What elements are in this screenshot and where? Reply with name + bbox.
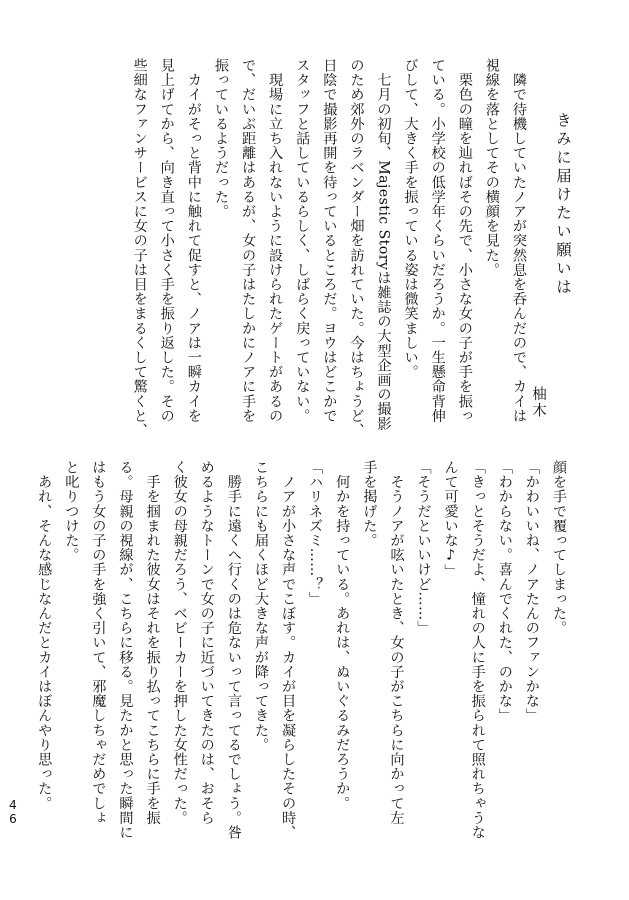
body-line: スタッフと話しているらしく、しばらく戻っていない。: [294, 58, 311, 423]
body-line: 見上げてから、向き直って小さく手を振り返した。その: [158, 58, 175, 423]
body-line: 隣で待機していたノアが突然息を呑んだので、カイは: [511, 58, 527, 423]
body-line: 「わからない。喜んでくれた、のかな」: [496, 460, 513, 723]
body-line: こちらにも届くほど大きな声が降ってきた。: [252, 460, 269, 752]
body-line: で、だいぶ距離はあるが、女の子はたしかにノアに手を: [240, 58, 257, 423]
body-line: 勝手に遠くへ行くのは危ないって言ってるでしょう。咎: [225, 460, 242, 840]
body-line: 「そうだといいけど……」: [415, 460, 432, 636]
body-line: 「かわいいね、ノアたんのファンかな」: [523, 460, 540, 723]
body-line: ノアが小さな声でこぼす。カイが目を凝らしたその時、: [280, 460, 297, 840]
body-line: 何かを持っている。あれは、ぬいぐるみだろうか。: [334, 460, 351, 811]
body-line: と叱りつけた。: [63, 460, 80, 563]
body-line: く彼女の母親だろう、ベビーカーを押した女性だった。: [171, 460, 188, 825]
page-number-digits: 46: [6, 798, 20, 826]
author-name: 柚木: [530, 386, 546, 419]
story-title: きみに届けたい願いは: [554, 112, 572, 297]
body-line: 「きっとそうだよ、憧れの人に手を振られて照れちゃうな: [469, 460, 486, 840]
body-line: あれ、そんな感じなんだとカイはぼんやり思った。: [36, 460, 53, 811]
body-line: 栗色の瞳を辿ればその先で、小さな女の子が手を振っ: [456, 58, 473, 423]
body-line: はもう女の子の手を強く引いて、邪魔しちゃだめでしょ: [90, 460, 107, 825]
body-line: びして、大きく手を振っている姿は微笑ましい。: [402, 58, 419, 380]
body-line: 些細なファンサービスに女の子は目をまるくして驚くと、: [131, 58, 148, 438]
page-number: [6, 798, 20, 826]
body-text-lower-block: [36, 460, 572, 840]
body-line: ている。小学校の低学年くらいだろうか。一生懸命背伸: [429, 58, 446, 423]
body-line: 現場に立ち入れないように設けられたゲートがあるの: [267, 58, 284, 423]
body-line: のため郊外のラベンダー畑を訪れていた。今はちょうど、: [348, 58, 365, 438]
body-line: 振っているようだった。: [212, 58, 229, 219]
body-line: る。母親の視線が、こちらに移る。見たかと思った瞬間に: [117, 460, 134, 840]
body-line: 「ハリネズミ……？」: [307, 460, 324, 606]
body-line: 日陰で撮影再開を待っているところだ。ヨウはどこかで: [321, 58, 338, 423]
body-line: 手を掴まれた彼女はそれを振り払ってこちらに手を振: [144, 460, 161, 825]
body-line: 七月の初旬、Majestic Storyは雑誌の大型企画の撮影: [375, 58, 392, 431]
body-line: 手を掲げた。: [361, 460, 378, 548]
body-line: 顔を手で覆ってしまった。: [551, 460, 567, 636]
body-line: そうノアが呟いたとき、女の子がこちらに向かって左: [388, 460, 405, 825]
body-text-upper-block: [96, 58, 532, 438]
body-line: めるようなトーンで女の子に近づいてきたのは、おそら: [198, 460, 215, 825]
body-line: 視線を落としてその横顔を見た。: [483, 58, 500, 277]
body-line: んて可愛いな♪」: [442, 460, 459, 579]
body-line: カイがそっと背中に触れて促すと、ノアは一瞬カイを: [185, 58, 202, 423]
